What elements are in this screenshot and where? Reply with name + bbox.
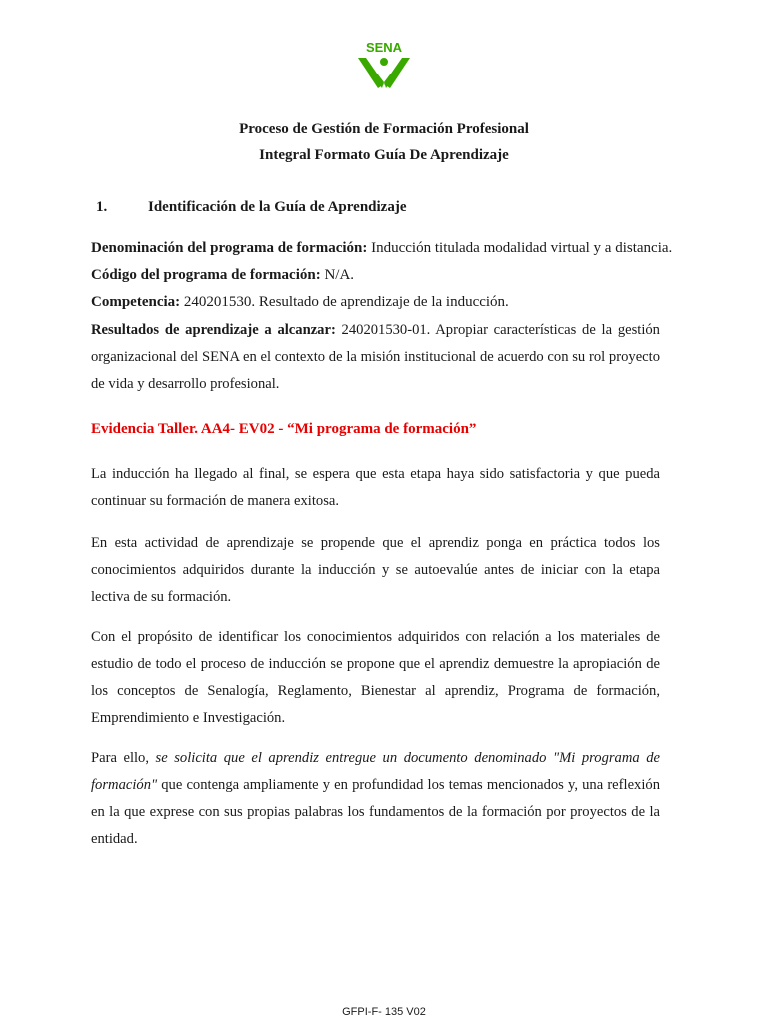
sena-logo [354, 40, 414, 88]
instructions-start: Para ello, [91, 750, 156, 766]
section-number: 1. [96, 199, 108, 215]
field-label: Código del programa de formación: [91, 267, 321, 283]
field-label: Denominación del programa de formación: [91, 240, 368, 256]
footer-code: GFPI-F- 135 V02 [342, 1006, 426, 1018]
field-resultados [91, 317, 660, 398]
field-value: N/A. [320, 267, 355, 283]
section-title: Identificación de la Guía de Aprendizaje [148, 199, 407, 215]
field-program-name [91, 240, 672, 257]
sena-logo-text: SENA [365, 40, 403, 55]
document-title-line1: Proceso de Gestión de Formación Profesional [239, 121, 529, 137]
field-label: Competencia: [91, 294, 181, 310]
document-title-line2: Integral Formato Guía De Aprendizaje [259, 147, 509, 163]
field-value: 240201530-01. Apropiar características de la gestión organizacional del SENA en el contexto de la misión institucional de acuerdo con su rol proyecto de vida y desarrollo profesional. [91, 322, 660, 392]
paragraph-purpose: Con el propósito de identificar los conocimientos adquiridos con relación a los materiales de estudio de todo el proceso de inducción se propone que el aprendiz demuestre la apropiación de los conceptos de Senalogía, Reglamento, Bienestar al aprendiz, Programa de formación, Emprendimiento e Investigación. [91, 629, 660, 726]
paragraph-activity: En esta actividad de aprendizaje se propende que el aprendiz ponga en práctica todos los conocimientos adquiridos durante la inducción y se autoevalúe antes de iniciar con la etapa lectiva de su formación. [91, 535, 660, 605]
instructions-italic: se solicita que el aprendiz entregue un documento denominado "Mi programa de formación" [91, 750, 660, 793]
evidence-title: Evidencia Taller. AA4- EV02 - “Mi programa de formación” [91, 421, 477, 437]
section-heading [96, 199, 406, 216]
field-competencia [91, 294, 509, 311]
field-value: Inducción titulada modalidad virtual y a distancia. [367, 240, 673, 256]
field-value: 240201530. Resultado de aprendizaje de la inducción. [180, 294, 509, 310]
field-program-code [91, 267, 354, 284]
paragraph-intro: La inducción ha llegado al final, se espera que esta etapa haya sido satisfactoria y que pueda continuar su formación de manera exitosa. [91, 466, 660, 509]
instructions-end: que contenga ampliamente y en profundidad los temas mencionados y, una reflexión en la que exprese con sus propias palabras los fundamentos de la formación por proyectos de la entidad. [91, 777, 660, 847]
field-label: Resultados de aprendizaje a alcanzar: [91, 322, 336, 338]
paragraph-instructions [91, 745, 660, 853]
